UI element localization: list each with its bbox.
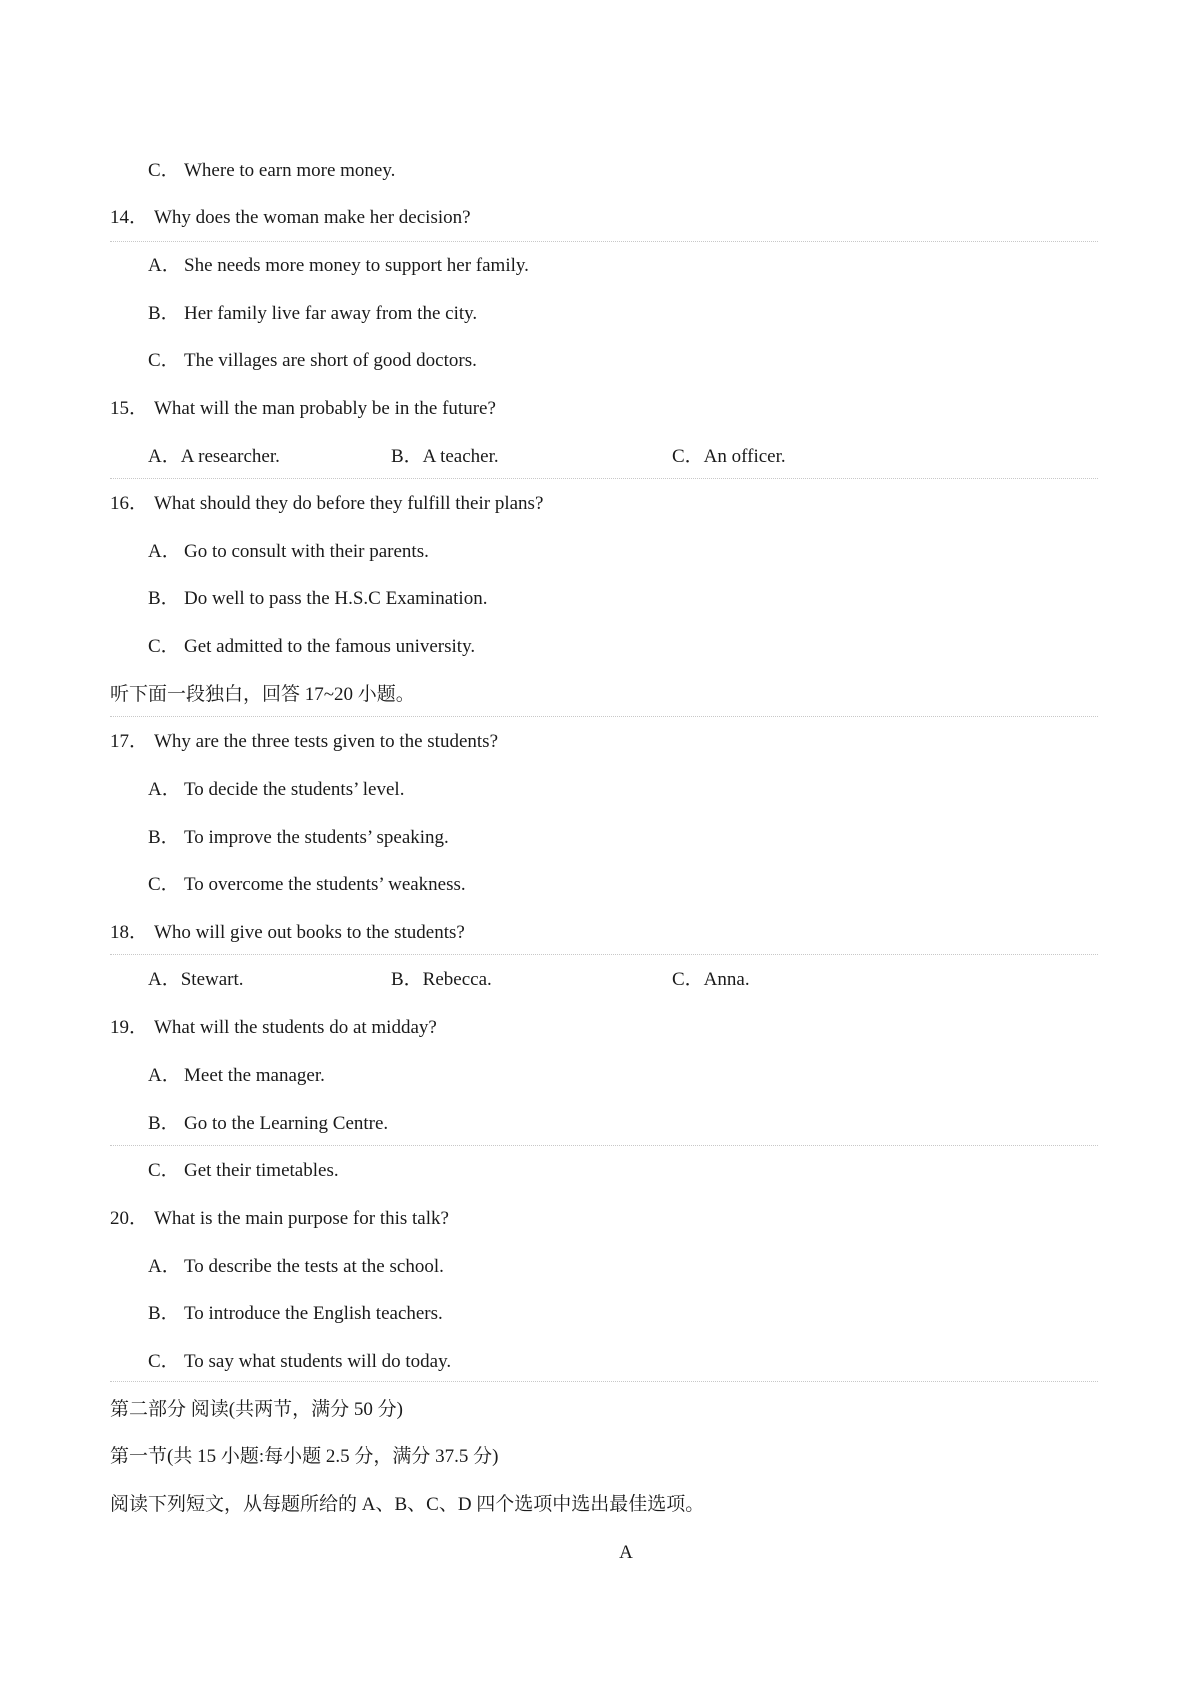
option-line <box>148 587 487 611</box>
item-text: 第一节(共 15 小题:每小题 2.5 分，满分 37.5 分) <box>110 1446 499 1467</box>
option-line <box>148 635 475 659</box>
dotted-rule <box>110 478 1098 479</box>
item-label: 14． <box>110 207 149 228</box>
option-line <box>148 349 477 373</box>
section-heading <box>110 1493 704 1517</box>
question-line <box>110 730 498 754</box>
item-label: C． <box>148 1351 180 1372</box>
question-line <box>110 1016 437 1040</box>
item-label: A． <box>148 541 181 562</box>
dotted-rule <box>110 241 1098 242</box>
option-line <box>148 778 404 802</box>
item-text: Get admitted to the famous university. <box>184 636 476 657</box>
item-label: 20． <box>110 1208 149 1229</box>
option-line <box>148 159 395 183</box>
item-text: What is the main purpose for this talk? <box>154 1208 449 1229</box>
option-inline-a: A．Stewart. <box>148 969 244 990</box>
passage-label <box>0 1541 1200 1565</box>
option-inline-c: C．An officer. <box>672 446 786 467</box>
item-label: C． <box>148 350 180 371</box>
item-label: C． <box>148 1160 180 1181</box>
item-label: 15． <box>110 398 149 419</box>
item-text: Why does the woman make her decision? <box>154 207 471 228</box>
option-line <box>148 1159 339 1183</box>
item-label: A． <box>148 1256 181 1277</box>
item-text: Get their timetables. <box>184 1160 339 1181</box>
question-line <box>110 1207 449 1231</box>
dotted-rule <box>110 1145 1098 1146</box>
item-text: She needs more money to support her family. <box>184 255 529 276</box>
option-line <box>148 1302 443 1326</box>
item-text: To introduce the English teachers. <box>184 1303 443 1324</box>
item-text: 听下面一段独白，回答 17~20 小题。 <box>110 684 415 705</box>
item-text: Why are the three tests given to the students? <box>154 731 499 752</box>
item-text: The villages are short of good doctors. <box>184 350 477 371</box>
item-label: A． <box>148 1065 181 1086</box>
item-text: To overcome the students’ weakness. <box>184 874 466 895</box>
option-line <box>148 1064 325 1088</box>
item-text: Who will give out books to the students? <box>154 922 465 943</box>
item-text: Where to earn more money. <box>184 160 396 181</box>
item-text: 阅读下列短文，从每题所给的 A、B、C、D 四个选项中选出最佳选项。 <box>110 1494 705 1515</box>
option-inline-b: B．A teacher. <box>391 446 499 467</box>
item-text: Go to consult with their parents. <box>184 541 429 562</box>
item-text: To describe the tests at the school. <box>184 1256 444 1277</box>
option-inline-a: A．A researcher. <box>148 446 280 467</box>
question-line <box>110 921 465 945</box>
item-label: B． <box>148 1303 180 1324</box>
item-text: Meet the manager. <box>184 1065 325 1086</box>
item-label: C． <box>148 636 180 657</box>
dotted-rule <box>110 1381 1098 1382</box>
section-heading <box>110 683 415 707</box>
item-text: Go to the Learning Centre. <box>184 1113 389 1134</box>
item-label: A． <box>148 255 181 276</box>
item-label: B． <box>148 827 180 848</box>
item-text: Her family live far away from the city. <box>184 303 478 324</box>
item-text: To decide the students’ level. <box>184 779 405 800</box>
option-line <box>148 1350 451 1374</box>
item-label: B． <box>148 588 180 609</box>
question-line <box>110 492 543 516</box>
item-text: To say what students will do today. <box>184 1351 452 1372</box>
option-line <box>148 873 466 897</box>
item-label: 18． <box>110 922 149 943</box>
option-line <box>148 1112 388 1136</box>
item-text: Do well to pass the H.S.C Examination. <box>184 588 488 609</box>
item-label: C． <box>148 160 180 181</box>
option-line <box>148 540 429 564</box>
dotted-rule <box>110 716 1098 717</box>
option-inline-c: C．Anna. <box>672 969 750 990</box>
option-inline-b: B．Rebecca. <box>391 969 492 990</box>
item-label: A． <box>148 779 181 800</box>
option-line <box>148 1255 444 1279</box>
section-heading <box>110 1398 403 1422</box>
item-text: What should they do before they fulfill their plans? <box>154 493 544 514</box>
item-label: 17． <box>110 731 149 752</box>
question-line <box>110 397 496 421</box>
item-text: To improve the students’ speaking. <box>184 827 449 848</box>
item-label: 19． <box>110 1017 149 1038</box>
question-line <box>110 206 471 230</box>
item-label: 16． <box>110 493 149 514</box>
item-text: What will the students do at midday? <box>154 1017 437 1038</box>
item-text: 第二部分 阅读(共两节，满分 50 分) <box>110 1399 403 1420</box>
item-text: A <box>619 1542 633 1563</box>
option-line <box>148 826 449 850</box>
item-label: C． <box>148 874 180 895</box>
item-text: What will the man probably be in the future? <box>154 398 496 419</box>
dotted-rule <box>110 954 1098 955</box>
item-label: B． <box>148 1113 180 1134</box>
item-label: B． <box>148 303 180 324</box>
option-line <box>148 302 477 326</box>
section-heading <box>110 1445 498 1469</box>
option-line <box>148 254 529 278</box>
